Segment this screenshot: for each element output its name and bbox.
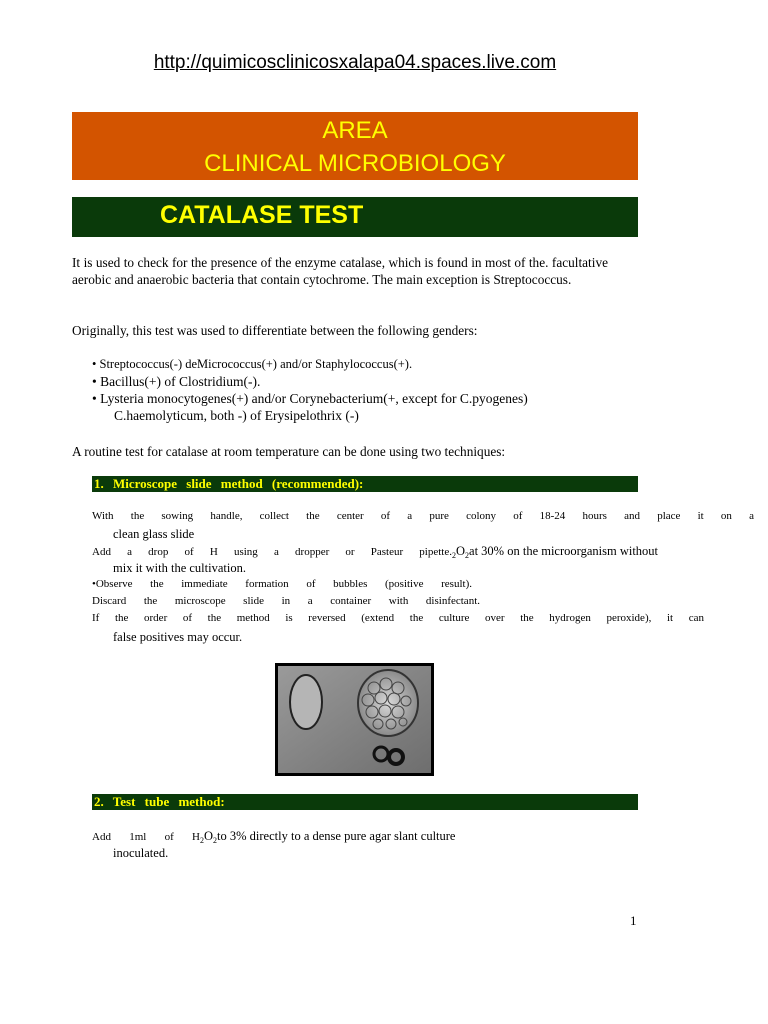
area-subtitle: CLINICAL MICROBIOLOGY <box>204 150 506 177</box>
source-url[interactable]: http://quimicosclinicosxalapa04.spaces.live.com <box>153 52 557 73</box>
step-add-drop-o: O <box>456 544 466 558</box>
step-collect: With the sowing handle, collect the center of a pure colony of 18-24 hours and place it on a <box>92 510 754 522</box>
step-add-drop-text: Add a drop of H using a dropper or Pasteur pipette. <box>92 546 452 558</box>
title-banner <box>72 197 638 237</box>
negative-drop <box>290 675 322 729</box>
step-collect-cont: clean glass slide <box>113 527 195 541</box>
subscript: 2 <box>465 551 470 561</box>
positive-drop <box>358 670 418 736</box>
step-add-drop-cont: mix it with the cultivation. <box>113 561 246 575</box>
slide-photo-image <box>278 666 431 773</box>
list-item: • Streptococcus(-) deMicrococcus(+) and/or Staphylococcus(+). <box>92 357 413 371</box>
area-title: AREA <box>322 117 388 144</box>
step-discard: Discard the microscope slide in a container with disinfectant. <box>92 595 480 607</box>
genera-list <box>92 356 552 424</box>
page-number: 1 <box>630 913 637 928</box>
subscript: 2 <box>200 836 204 846</box>
step-add-drop-end: at 30% on the microorganism without <box>469 544 659 558</box>
page-title: CATALASE TEST <box>160 201 364 229</box>
routine-paragraph: A routine test for catalase at room temperature can be done using two techniques: <box>72 444 506 459</box>
subscript: 2 <box>452 551 456 561</box>
tube-method-end: to 3% directly to a dense pure agar slant culture <box>217 829 456 843</box>
step-observe: •Observe the immediate formation of bubbles (positive result). <box>92 578 472 590</box>
tube-method-o: O <box>204 829 214 843</box>
subscript: 2 <box>213 836 218 846</box>
tube-method-text <box>92 829 522 845</box>
catalase-slide-photo <box>275 663 434 776</box>
step-add-drop <box>92 544 692 560</box>
intro-paragraph: It is used to check for the presence of the enzyme catalase, which is found in most of the. facultative aerobic and anaerobic bacteria that contain cytochrome. The main exception is Streptococcus. <box>72 255 608 287</box>
list-item: • Bacillus(+) of Clostridium(-). <box>92 374 261 389</box>
originally-paragraph: Originally, this test was used to differentiate between the following genders: <box>72 323 478 338</box>
section-2-label: 2. Test tube method: <box>94 794 225 809</box>
section-2-header <box>92 794 638 810</box>
list-item: • Lysteria monocytogenes(+) and/or Corynebacterium(+, except for C.pyogenes) <box>92 391 528 406</box>
section-1-header <box>92 476 638 492</box>
section-1-label: 1. Microscope slide method (recommended): <box>94 476 364 491</box>
area-banner <box>72 112 638 180</box>
list-item: C.haemolyticum, both -) of Erysipelothrix (-) <box>114 408 359 423</box>
step-reverse: If the order of the method is reversed (extend the culture over the hydrogen peroxide), it can <box>92 612 704 624</box>
tube-method-cont: inoculated. <box>113 846 169 860</box>
step-reverse-cont: false positives may occur. <box>113 630 243 644</box>
tube-method-start: Add 1ml of H <box>92 831 200 843</box>
